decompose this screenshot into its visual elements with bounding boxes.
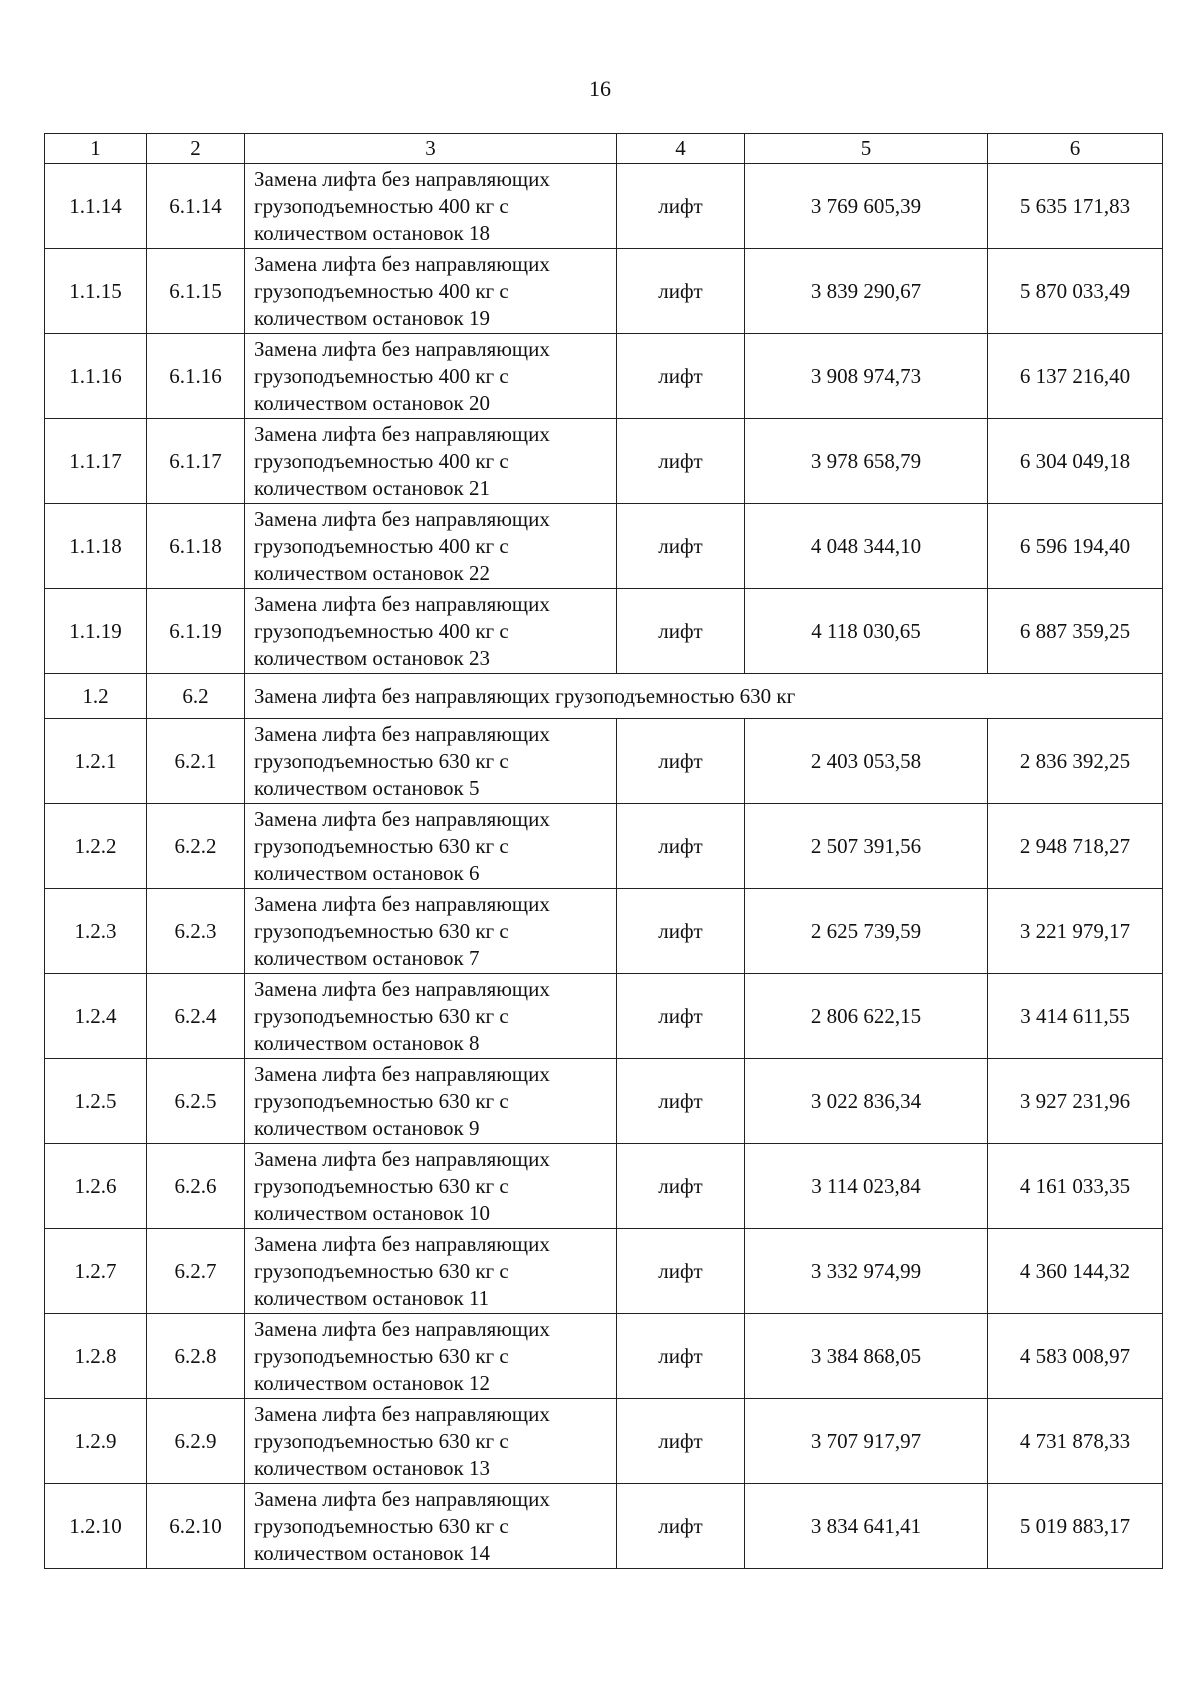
table-row <box>45 1314 1163 1399</box>
max-cost-value: 3 927 231,96 <box>988 1059 1163 1144</box>
ref-code: 6.1.14 <box>147 164 245 249</box>
column-number-header: 1 <box>45 134 147 164</box>
work-description <box>245 719 617 804</box>
description-line: грузоподъемностью 400 кг с <box>254 533 509 558</box>
max-cost-value: 6 596 194,40 <box>988 504 1163 589</box>
table-row <box>45 164 1163 249</box>
unit-of-measure: лифт <box>617 1229 745 1314</box>
max-cost-value: 3 414 611,55 <box>988 974 1163 1059</box>
max-cost-value: 4 583 008,97 <box>988 1314 1163 1399</box>
description-line: Замена лифта без направляющих <box>254 806 550 831</box>
ref-code: 6.2.9 <box>147 1399 245 1484</box>
description-line: количеством остановок 20 <box>254 390 490 415</box>
description-line: Замена лифта без направляющих <box>254 251 550 276</box>
description-line: грузоподъемностью 630 кг с <box>254 1003 509 1028</box>
ref-code: 6.2.10 <box>147 1484 245 1569</box>
description-line: количеством остановок 7 <box>254 945 480 970</box>
description-line: количеством остановок 9 <box>254 1115 480 1140</box>
unit-of-measure: лифт <box>617 1484 745 1569</box>
cost-value: 3 908 974,73 <box>745 334 988 419</box>
ref-code: 6.2.5 <box>147 1059 245 1144</box>
unit-of-measure: лифт <box>617 589 745 674</box>
table-row <box>45 1144 1163 1229</box>
max-cost-value: 2 948 718,27 <box>988 804 1163 889</box>
table-row <box>45 804 1163 889</box>
cost-value: 3 384 868,05 <box>745 1314 988 1399</box>
description-line: количеством остановок 8 <box>254 1030 480 1055</box>
item-code: 1.2.7 <box>45 1229 147 1314</box>
cost-value: 3 707 917,97 <box>745 1399 988 1484</box>
description-line: Замена лифта без направляющих <box>254 976 550 1001</box>
work-description <box>245 1484 617 1569</box>
table-row <box>45 504 1163 589</box>
table-header-row <box>45 134 1163 164</box>
max-cost-value: 2 836 392,25 <box>988 719 1163 804</box>
item-code: 1.2 <box>45 674 147 719</box>
item-code: 1.2.4 <box>45 974 147 1059</box>
item-code: 1.1.17 <box>45 419 147 504</box>
description-line: количеством остановок 11 <box>254 1285 490 1310</box>
work-description <box>245 1399 617 1484</box>
max-cost-value: 4 731 878,33 <box>988 1399 1163 1484</box>
max-cost-value: 4 161 033,35 <box>988 1144 1163 1229</box>
work-description <box>245 504 617 589</box>
max-cost-value: 5 019 883,17 <box>988 1484 1163 1569</box>
ref-code: 6.2.7 <box>147 1229 245 1314</box>
table-row <box>45 589 1163 674</box>
description-line: Замена лифта без направляющих <box>254 1146 550 1171</box>
description-line: грузоподъемностью 400 кг с <box>254 193 509 218</box>
description-line: Замена лифта без направляющих <box>254 1231 550 1256</box>
table-row <box>45 1399 1163 1484</box>
ref-code: 6.1.17 <box>147 419 245 504</box>
page-number: 16 <box>589 76 611 101</box>
description-line: количеством остановок 6 <box>254 860 480 885</box>
table-row <box>45 1059 1163 1144</box>
column-number-header: 6 <box>988 134 1163 164</box>
ref-code: 6.2.2 <box>147 804 245 889</box>
item-code: 1.2.1 <box>45 719 147 804</box>
description-line: количеством остановок 5 <box>254 775 480 800</box>
description-line: Замена лифта без направляющих <box>254 1486 550 1511</box>
description-line: грузоподъемностью 400 кг с <box>254 448 509 473</box>
work-description <box>245 1229 617 1314</box>
table-row <box>45 889 1163 974</box>
description-line: грузоподъемностью 630 кг с <box>254 1258 509 1283</box>
cost-value: 2 403 053,58 <box>745 719 988 804</box>
work-description <box>245 889 617 974</box>
description-line: Замена лифта без направляющих <box>254 421 550 446</box>
cost-value: 3 332 974,99 <box>745 1229 988 1314</box>
ref-code: 6.2.1 <box>147 719 245 804</box>
description-line: Замена лифта без направляющих <box>254 1061 550 1086</box>
column-number-header: 5 <box>745 134 988 164</box>
unit-of-measure: лифт <box>617 1399 745 1484</box>
work-description <box>245 1059 617 1144</box>
table-row <box>45 334 1163 419</box>
item-code: 1.1.19 <box>45 589 147 674</box>
description-line: количеством остановок 21 <box>254 475 490 500</box>
work-description <box>245 804 617 889</box>
cost-value: 4 048 344,10 <box>745 504 988 589</box>
max-cost-value: 4 360 144,32 <box>988 1229 1163 1314</box>
description-line: грузоподъемностью 630 кг с <box>254 833 509 858</box>
work-description <box>245 334 617 419</box>
unit-of-measure: лифт <box>617 1059 745 1144</box>
item-code: 1.2.2 <box>45 804 147 889</box>
ref-code: 6.2 <box>147 674 245 719</box>
cost-value: 2 806 622,15 <box>745 974 988 1059</box>
ref-code: 6.1.16 <box>147 334 245 419</box>
cost-table <box>44 133 1163 1569</box>
column-number-header: 2 <box>147 134 245 164</box>
table-body <box>45 134 1163 1569</box>
description-line: количеством остановок 18 <box>254 220 490 245</box>
max-cost-value: 3 221 979,17 <box>988 889 1163 974</box>
cost-value: 3 114 023,84 <box>745 1144 988 1229</box>
table-row <box>45 1229 1163 1314</box>
description-line: количеством остановок 22 <box>254 560 490 585</box>
cost-value: 3 769 605,39 <box>745 164 988 249</box>
work-description <box>245 164 617 249</box>
item-code: 1.2.8 <box>45 1314 147 1399</box>
item-code: 1.2.5 <box>45 1059 147 1144</box>
max-cost-value: 5 635 171,83 <box>988 164 1163 249</box>
description-line: количеством остановок 14 <box>254 1540 490 1565</box>
work-description <box>245 1314 617 1399</box>
unit-of-measure: лифт <box>617 419 745 504</box>
item-code: 1.2.6 <box>45 1144 147 1229</box>
cost-value: 3 022 836,34 <box>745 1059 988 1144</box>
item-code: 1.2.9 <box>45 1399 147 1484</box>
max-cost-value: 6 887 359,25 <box>988 589 1163 674</box>
item-code: 1.2.3 <box>45 889 147 974</box>
description-line: грузоподъемностью 630 кг с <box>254 1513 509 1538</box>
table-row <box>45 249 1163 334</box>
description-line: грузоподъемностью 630 кг с <box>254 918 509 943</box>
item-code: 1.1.16 <box>45 334 147 419</box>
table-row <box>45 974 1163 1059</box>
description-line: грузоподъемностью 630 кг с <box>254 1428 509 1453</box>
description-line: Замена лифта без направляющих <box>254 721 550 746</box>
table-row <box>45 419 1163 504</box>
ref-code: 6.2.8 <box>147 1314 245 1399</box>
description-line: Замена лифта без направляющих <box>254 1316 550 1341</box>
description-line: Замена лифта без направляющих <box>254 1401 550 1426</box>
description-line: количеством остановок 13 <box>254 1455 490 1480</box>
description-line: количеством остановок 12 <box>254 1370 490 1395</box>
cost-value: 3 978 658,79 <box>745 419 988 504</box>
column-number-header: 4 <box>617 134 745 164</box>
table-group-row <box>45 674 1163 719</box>
description-line: количеством остановок 10 <box>254 1200 490 1225</box>
description-line: грузоподъемностью 400 кг с <box>254 363 509 388</box>
work-description <box>245 419 617 504</box>
work-description <box>245 974 617 1059</box>
column-number-header: 3 <box>245 134 617 164</box>
work-description <box>245 589 617 674</box>
description-line: Замена лифта без направляющих <box>254 506 550 531</box>
description-line: грузоподъемностью 400 кг с <box>254 618 509 643</box>
item-code: 1.2.10 <box>45 1484 147 1569</box>
item-code: 1.1.15 <box>45 249 147 334</box>
description-line: Замена лифта без направляющих <box>254 166 550 191</box>
ref-code: 6.1.19 <box>147 589 245 674</box>
description-line: количеством остановок 23 <box>254 645 490 670</box>
description-line: количеством остановок 19 <box>254 305 490 330</box>
ref-code: 6.2.4 <box>147 974 245 1059</box>
unit-of-measure: лифт <box>617 974 745 1059</box>
work-description <box>245 1144 617 1229</box>
max-cost-value: 5 870 033,49 <box>988 249 1163 334</box>
cost-value: 2 507 391,56 <box>745 804 988 889</box>
ref-code: 6.2.6 <box>147 1144 245 1229</box>
unit-of-measure: лифт <box>617 804 745 889</box>
ref-code: 6.2.3 <box>147 889 245 974</box>
unit-of-measure: лифт <box>617 1314 745 1399</box>
table-row <box>45 719 1163 804</box>
unit-of-measure: лифт <box>617 249 745 334</box>
unit-of-measure: лифт <box>617 334 745 419</box>
description-line: Замена лифта без направляющих <box>254 591 550 616</box>
work-description <box>245 249 617 334</box>
description-line: грузоподъемностью 630 кг с <box>254 1088 509 1113</box>
unit-of-measure: лифт <box>617 164 745 249</box>
ref-code: 6.1.15 <box>147 249 245 334</box>
cost-value: 4 118 030,65 <box>745 589 988 674</box>
description-line: Замена лифта без направляющих <box>254 336 550 361</box>
unit-of-measure: лифт <box>617 504 745 589</box>
cost-value: 3 834 641,41 <box>745 1484 988 1569</box>
item-code: 1.1.18 <box>45 504 147 589</box>
description-line: грузоподъемностью 630 кг с <box>254 1343 509 1368</box>
unit-of-measure: лифт <box>617 719 745 804</box>
max-cost-value: 6 137 216,40 <box>988 334 1163 419</box>
description-line: грузоподъемностью 400 кг с <box>254 278 509 303</box>
description-line: грузоподъемностью 630 кг с <box>254 748 509 773</box>
unit-of-measure: лифт <box>617 1144 745 1229</box>
cost-value: 2 625 739,59 <box>745 889 988 974</box>
description-line: Замена лифта без направляющих <box>254 891 550 916</box>
item-code: 1.1.14 <box>45 164 147 249</box>
description-line: грузоподъемностью 630 кг с <box>254 1173 509 1198</box>
unit-of-measure: лифт <box>617 889 745 974</box>
max-cost-value: 6 304 049,18 <box>988 419 1163 504</box>
ref-code: 6.1.18 <box>147 504 245 589</box>
cost-value: 3 839 290,67 <box>745 249 988 334</box>
group-description: Замена лифта без направляющих грузоподъемностью 630 кг <box>245 674 1163 719</box>
table-row <box>45 1484 1163 1569</box>
